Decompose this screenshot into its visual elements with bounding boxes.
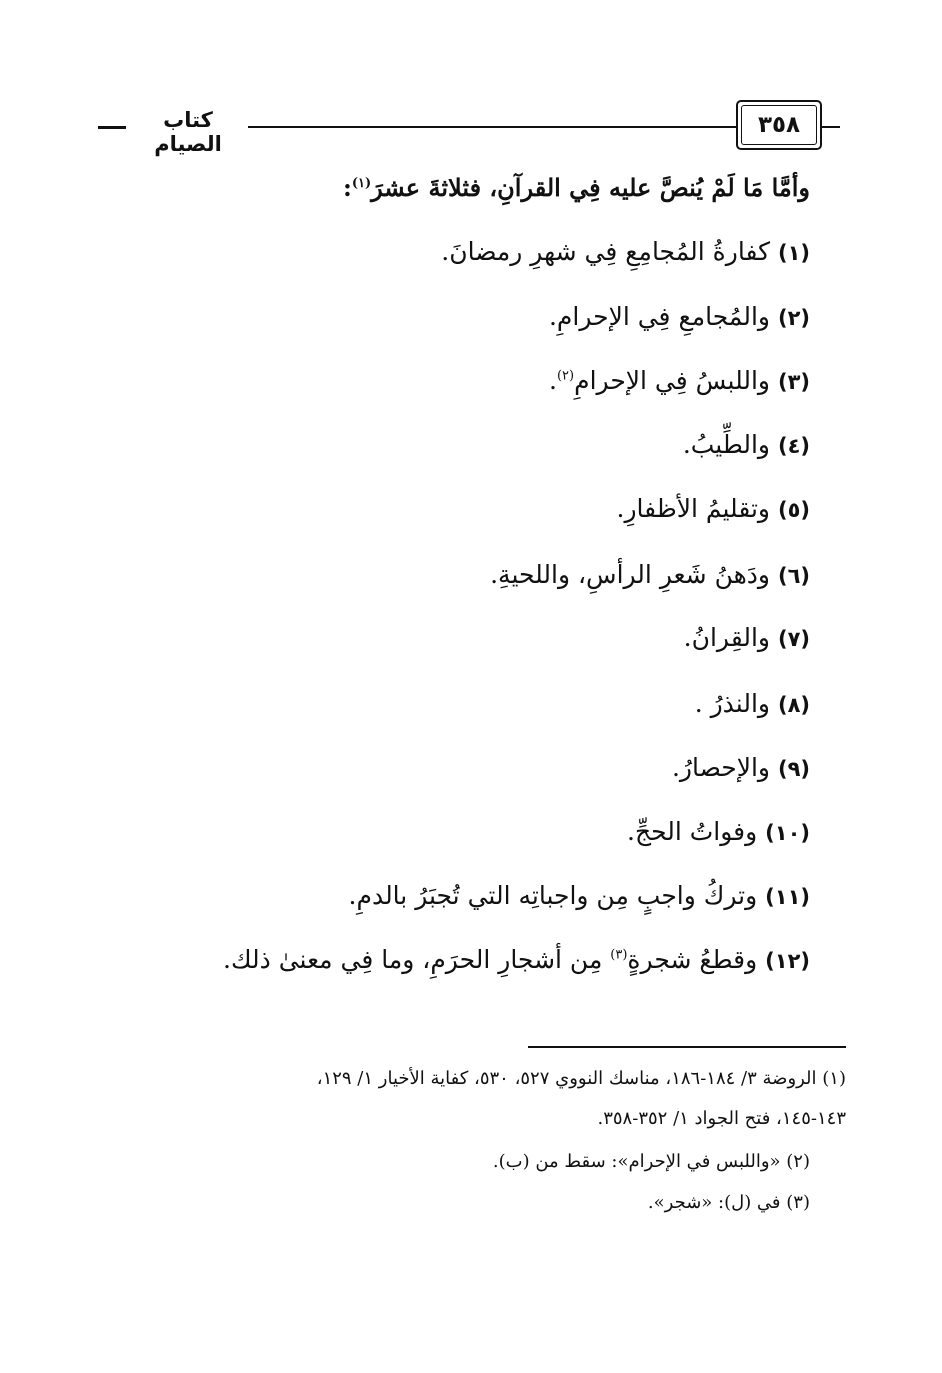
footnote-2: (٢) «واللبس في الإحرام»: سقط من (ب).	[492, 1151, 810, 1172]
item-number: (١٢)	[765, 949, 810, 973]
item-text: ودَهنُ شَعرِ الرأسِ، واللحيةِ.	[490, 560, 770, 589]
list-item	[441, 232, 810, 273]
list-item	[683, 425, 810, 466]
footnote-3: (٣) في (ل): «شجر».	[647, 1192, 810, 1213]
page-number-frame	[736, 100, 822, 150]
item-text: وقطعُ شجرةٍ	[627, 945, 758, 974]
item-number: (٨)	[777, 693, 810, 717]
item-number: (١٠)	[765, 821, 810, 845]
footnote-separator	[528, 1046, 846, 1048]
intro-text: وأمَّا مَا لَمْ يُنصَّ عليه فِي القرآنِ، فثلاثةَ عشرَ	[371, 173, 810, 202]
list-item	[695, 684, 810, 725]
header-rule-end	[822, 126, 840, 128]
list-item	[627, 812, 810, 853]
item-text: واللبسُ فِي الإحرامِ	[574, 366, 770, 395]
intro-line	[343, 168, 810, 208]
item-tail: .	[549, 366, 557, 395]
running-title: كتاب الصيام	[154, 108, 222, 156]
list-item	[223, 940, 810, 981]
item-text: وتقليمُ الأظفارِ.	[616, 494, 770, 523]
item-text: وتركُ واجبٍ مِن واجباتِه التي تُجبَرُ بالدمِ.	[348, 881, 758, 910]
item-text: كفارةُ المُجامِعِ فِي شهرِ رمضانَ.	[441, 237, 770, 266]
item-number: (٦)	[777, 564, 810, 588]
item-number: (٢)	[777, 306, 810, 330]
item-number: (٧)	[777, 627, 810, 651]
item-text: والطِّيبُ.	[682, 430, 770, 459]
item-text: والنذرُ .	[694, 689, 770, 718]
item-number: (٥)	[777, 498, 810, 522]
footnote-ref: (٢)	[556, 368, 575, 384]
footnote-1-line-1: (١) الروضة ٣/ ١٨٤-١٨٦، مناسك النووي ٥٢٧، ٥٣٠، كفاية الأخيار ١/ ١٢٩،	[316, 1068, 846, 1089]
footnote-1-line-2: ١٤٣-١٤٥، فتح الجواد ١/ ٣٥٢-٣٥٨.	[597, 1108, 846, 1129]
item-number: (٩)	[777, 757, 810, 781]
header-dash	[98, 126, 126, 129]
footnote-ref: (١)	[351, 176, 372, 191]
list-item	[684, 618, 810, 659]
item-number: (١)	[777, 241, 810, 265]
list-item	[349, 876, 810, 917]
item-text: والقِرانُ.	[683, 623, 770, 652]
item-text: والمُجامعِ فِي الإحرامِ.	[548, 302, 770, 331]
list-item	[549, 297, 810, 338]
item-number: (٣)	[777, 370, 810, 394]
header-rule	[248, 126, 736, 128]
footnote-ref: (٣)	[610, 947, 628, 963]
list-item	[549, 361, 810, 402]
item-text: والإحصارُ.	[671, 753, 770, 782]
item-number: (١١)	[765, 885, 810, 909]
list-item	[672, 748, 810, 789]
item-tail: مِن أشجارِ الحرَمِ، وما فِي معنىٰ ذلك.	[223, 945, 611, 974]
list-item	[490, 555, 810, 596]
item-number: (٤)	[777, 434, 810, 458]
page-number: ٣٥٨	[741, 105, 817, 145]
intro-colon: :	[342, 173, 352, 202]
item-text: وفواتُ الحجِّ.	[627, 817, 758, 846]
list-item	[617, 489, 810, 530]
